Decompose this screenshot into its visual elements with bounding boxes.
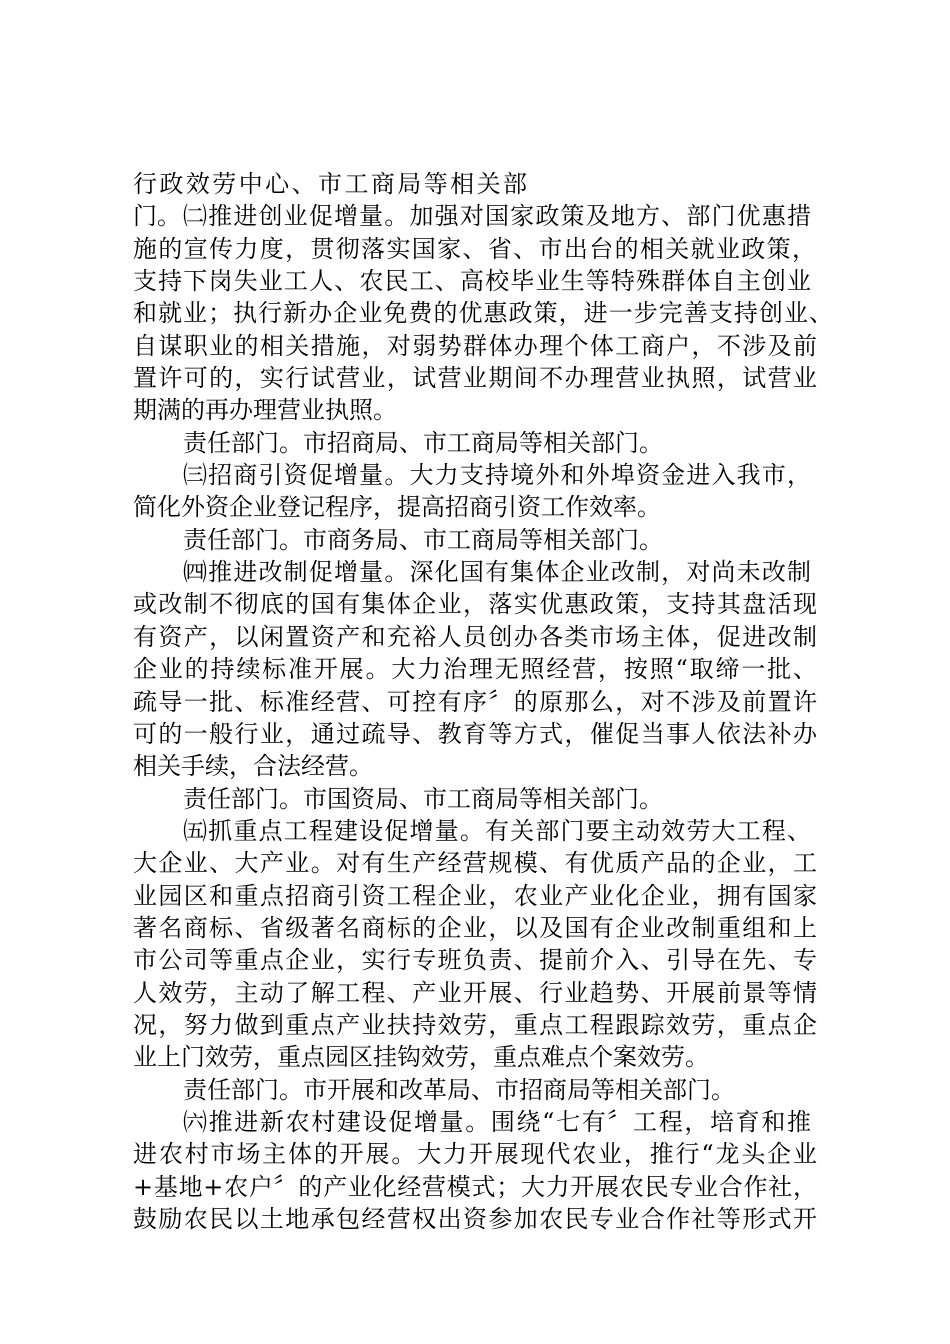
text-line: 著名商标、省级著名商标的企业，以及国有企业改制重组和上 (133, 913, 817, 942)
text-line: 企业的持续标准开展。大力治理无照经营，按照“取缔一批、 (133, 655, 817, 684)
text-line: 疏导一批、标准经营、可控有序〞的原那么，对不涉及前置许 (133, 687, 817, 716)
text-line: 相关手续，合法经营。 (133, 752, 373, 781)
paragraph-first-line: ㈢招商引资促增量。大力支持境外和外埠资金进入我市， (183, 461, 811, 490)
text-line: +基地+农户〞的产业化经营模式；大力开展农民专业合作社， (133, 1172, 817, 1201)
text-line: 鼓励农民以土地承包经营权出资参加农民专业合作社等形式开 (133, 1205, 817, 1233)
text-line: 期满的再办理营业执照。 (133, 396, 397, 425)
text-line: 可的一般行业，通过疏导、教育等方式，催促当事人依法补办 (133, 719, 817, 748)
paragraph-first-line: ㈤抓重点工程建设促增量。有关部门要主动效劳大工程、 (183, 816, 811, 845)
text-line: 人效劳，主动了解工程、产业开展、行业趋势、开展前景等情 (133, 978, 817, 1007)
text-line: 行政效劳中心、市工商局等相关部门。 (133, 170, 527, 231)
document-body (133, 168, 833, 1235)
text-line: 或改制不彻底的国有集体企业，落实优惠政策，支持其盘活现 (133, 590, 817, 619)
paragraph-first-line: ㈥推进新农村建设促增量。围绕“七有〞工程，培育和推 (183, 1107, 811, 1136)
text-line: 大企业、大产业。对有生产经营规模、有优质产品的企业，工 (133, 849, 817, 878)
responsibility-line: 责任部门。市开展和改革局、市招商局等相关部门。 (183, 1075, 735, 1104)
paragraph-first-line: ㈣推进改制促增量。深化国有集体企业改制，对尚未改制 (183, 558, 811, 587)
text-line: 支持下岗失业工人、农民工、高校毕业生等特殊群体自主创业 (133, 267, 811, 296)
responsibility-line: 责任部门。市商务局、市工商局等相关部门。 (183, 525, 663, 554)
text-line: 和就业；执行新办企业免费的优惠政策，进一步完善支持创业、 (133, 299, 833, 328)
text-line: 简化外资企业登记程序，提高招商引资工作效率。 (133, 493, 661, 522)
text-line: 市公司等重点企业，实行专班负责、提前介入、引导在先、专 (133, 946, 817, 975)
paragraph-first-line: ㈡推进创业促增量。加强对国家政策及地方、部门优惠措 (183, 202, 811, 231)
responsibility-line: 责任部门。市国资局、市工商局等相关部门。 (183, 784, 663, 813)
text-line: 业上门效劳，重点园区挂钩效劳，重点难点个案效劳。 (133, 1043, 709, 1072)
text-line: 况，努力做到重点产业扶持效劳，重点工程跟踪效劳，重点企 (133, 1010, 817, 1039)
text-line: 业园区和重点招商引资工程企业，农业产业化企业，拥有国家 (133, 881, 817, 910)
text-line: 进农村市场主体的开展。大力开展现代农业，推行“龙头企业 (133, 1140, 817, 1169)
text-line: 置许可的，实行试营业，试营业期间不办理营业执照，试营业 (133, 364, 817, 393)
text-line: 有资产，以闲置资产和充裕人员创办各类市场主体，促进改制 (133, 622, 817, 651)
text-line: 自谋职业的相关措施，对弱势群体办理个体工商户，不涉及前 (133, 331, 817, 360)
responsibility-line: 责任部门。市招商局、市工商局等相关部门。 (183, 428, 663, 457)
text-line: 施的宣传力度，贯彻落实国家、省、市出台的相关就业政策， (133, 234, 816, 263)
